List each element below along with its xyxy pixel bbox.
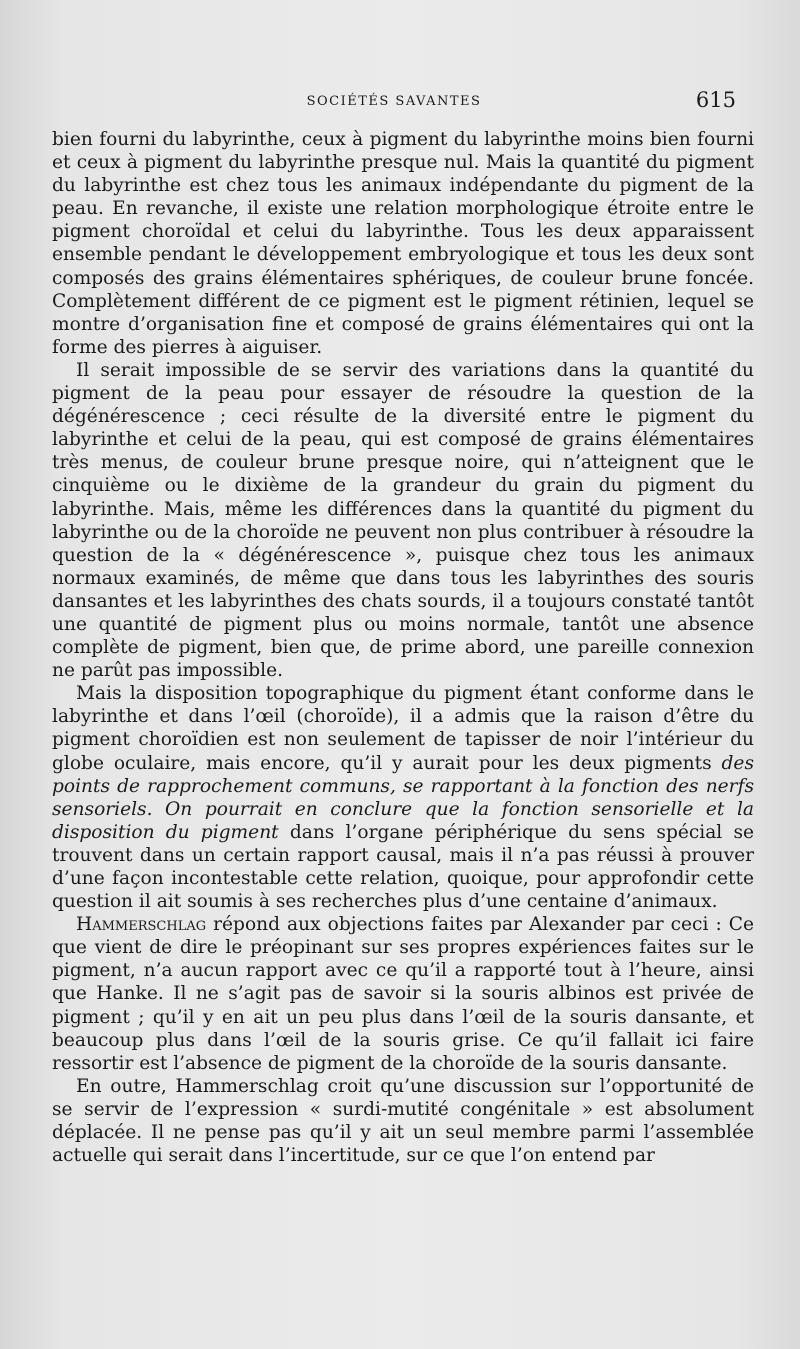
paragraph-3-lead: Mais la disposition topographique du pigment étant conforme dans le labyrinthe et dans l’œil (choroïde), il a admis que la raison d’être du pigment choroïdien est non seulement de tapisser de noir l’intérieur du globe oculaire, mais encore, qu’il y aurait pour les deux pigments: [52, 683, 754, 774]
paragraph-1: bien fourni du labyrinthe, ceux à pigment du labyrinthe moins bien fourni et ceux à pigment du labyrinthe presque nul. Mais la quantité du pigment du labyrinthe est chez tous les animaux indépendante du pigment de la peau. En revanche, il existe une relation morphologique étroite entre le pigment choroïdal et celui du labyrinthe. Tous les deux apparaissent ensemble pendant le développement embryologique et tous les deux sont composés des grains élémentaires sphériques, de couleur brune foncée. Complètement différent de ce pigment est le pigment rétinien, lequel se montre d’organisation fine et composé de grains élémentaires qui ont la forme des pierres à aiguiser.: [52, 129, 754, 358]
paragraph-4: [52, 913, 754, 1075]
paragraph-3-italic: des points de rapprochement communs, se rapportant à la fonction des nerfs sensoriels. On pourrait en conclure que la fonction sensorielle et la disposition du pigment: [52, 752, 754, 843]
paragraph-5: En outre, Hammerschlag croit qu’une discussion sur l’opportunité de se servir de l’expression « surdi-mutité congénitale » est absolument déplacée. Il ne pense pas qu’il y ait un seul membre parmi l’assemblée actuelle qui serait dans l’incertitude, sur ce que l’on entend par: [52, 1075, 754, 1167]
paragraph-3: [52, 682, 754, 913]
running-head: SOCIÉTÉS SAVANTES: [306, 94, 482, 109]
paragraph-4-text: répond aux objections faites par Alexander par ceci : Ce que vient de dire le préopinant sur ses propres expériences faites sur le pigment, n’a aucun rapport avec ce qu’il a rapporté tout à l’heure, ainsi que Hanke. Il ne s’agit pas de savoir si la souris albinos est privée de pigment ; qu’il y en ait un peu plus dans l’œil de la souris dansante, et beaucoup plus dans l’œil de la souris grise. Ce qu’il fallait ici faire ressortir est l’absence de pigment de la choroïde de la souris dansante.: [52, 914, 754, 1074]
page-body: [52, 128, 754, 1167]
page-header: [52, 88, 736, 118]
page-number: 615: [695, 88, 736, 112]
paragraph-2: Il serait impossible de se servir des variations dans la quantité du pigment de la peau pour essayer de résoudre la question de la dégénérescence ; ceci résulte de la diversité entre le pigment du labyrinthe et celui de la peau, qui est composé de grains élémentaires très menus, de couleur brune presque noire, qui n’atteignent que le cinquième ou le dixième de la grandeur du grain du pigment du labyrinthe. Mais, même les différences dans la quantité du pigment du labyrinthe ou de la choroïde ne peuvent non plus contribuer à résoudre la question de la « dégénérescence », puisque chez tous les animaux normaux examinés, de même que dans tous les labyrinthes des souris dansantes et les labyrinthes des chats sourds, il a toujours constaté tantôt une quantité de pigment plus ou moins normale, tantôt une absence complète de pigment, bien que, de prime abord, une pareille connexion ne parût pas impossible.: [52, 359, 754, 682]
speaker-name: Hammerschlag: [76, 914, 207, 936]
paragraph-3-tail: dans l’organe périphérique du sens spécial se trouvent dans un certain rapport causal, mais il n’a pas réussi à prouver d’une façon incontestable cette relation, quoique, pour approfondir cette question il ait soumis à ses recherches plus d’une centaine d’animaux.: [52, 821, 754, 913]
